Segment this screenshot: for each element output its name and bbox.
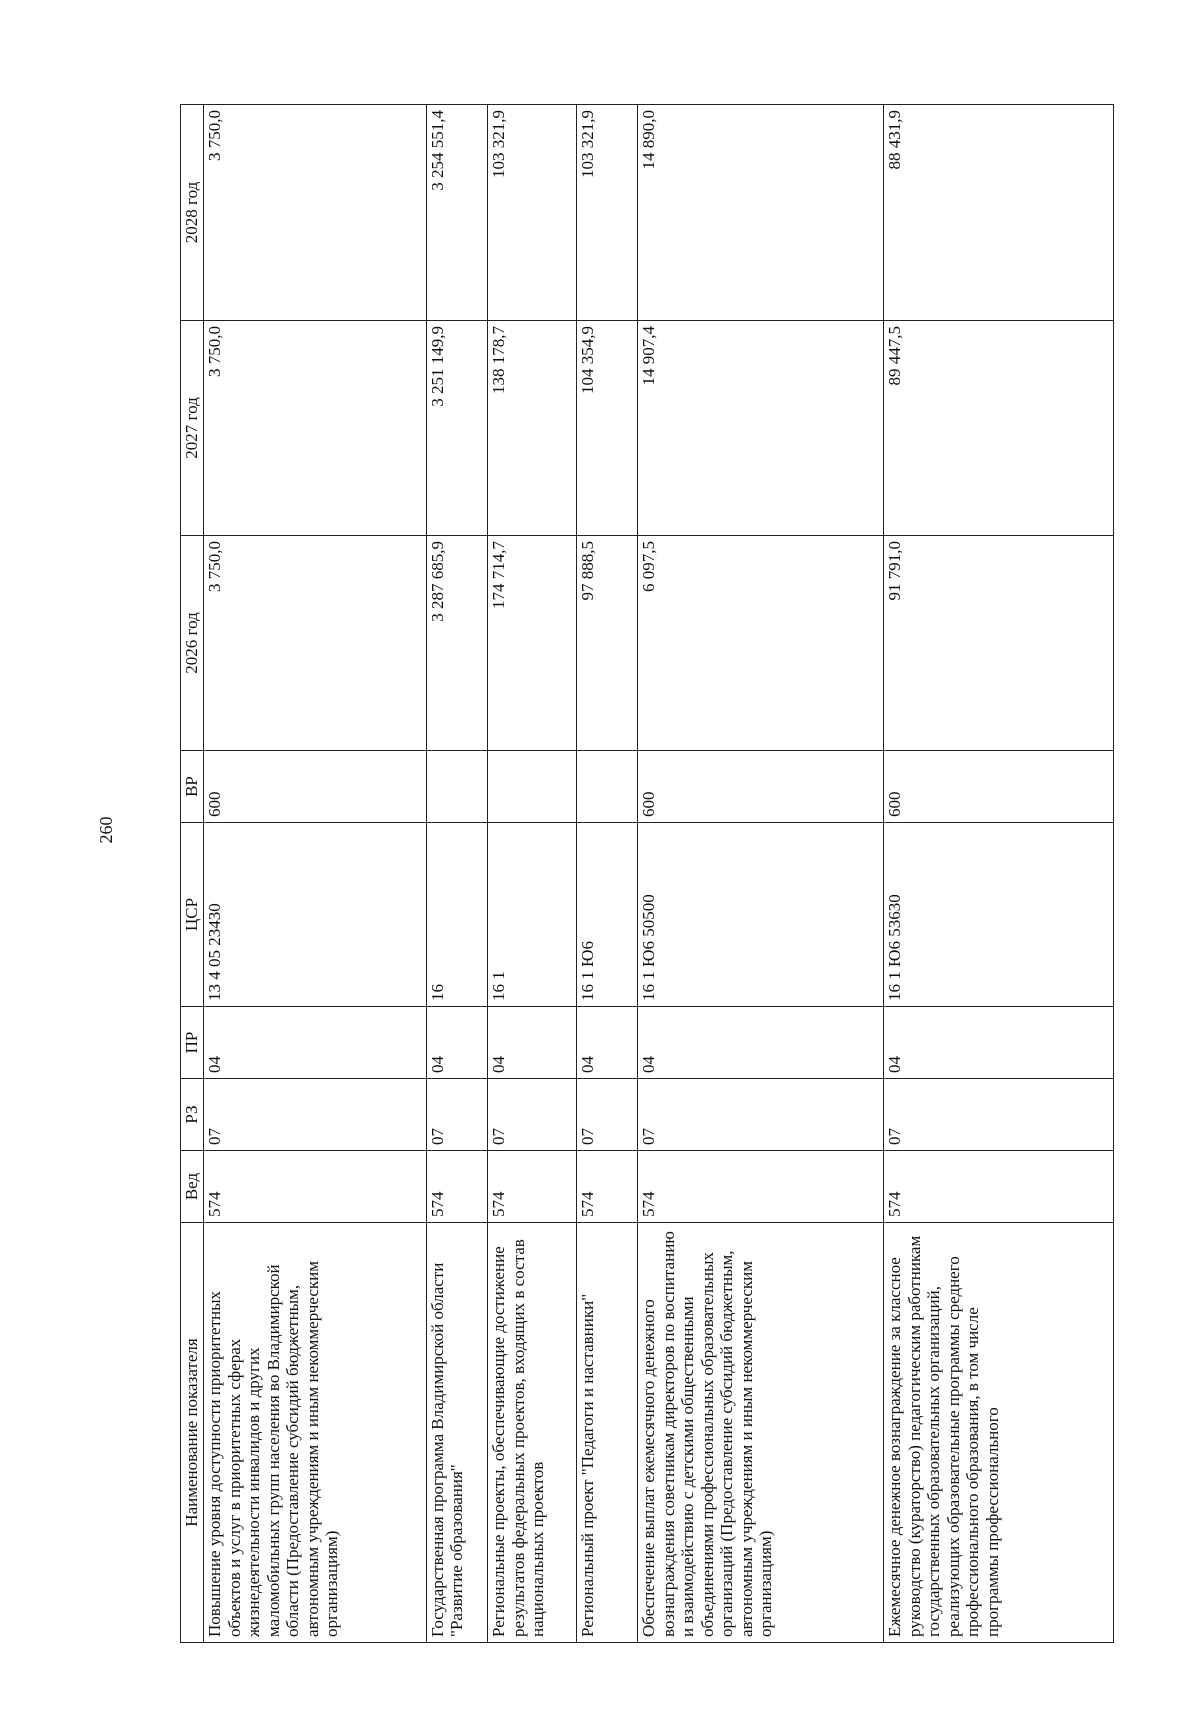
table-row	[638, 105, 884, 1643]
cell-ved: 574	[204, 1151, 427, 1223]
cell-name: Региональные проекты, обеспечивающие достижение результатов федеральных проектов, входящих в состав национальных проектов	[488, 1223, 577, 1643]
header-2028: 2028 год	[181, 105, 204, 321]
table-row	[204, 105, 427, 1643]
cell-2026: 174 714,7	[488, 536, 577, 751]
cell-csr: 16 1	[488, 823, 577, 1007]
cell-2027: 104 354,9	[576, 321, 637, 536]
cell-rz: 07	[638, 1079, 884, 1151]
cell-name: Обеспечение выплат ежемесячного денежного вознаграждения советникам директоров по воспитанию и взаимодействию с детскими общественными объединениями профессиональных образовательных организаций (Предоставление субсидий бюджетным, автономным учреждениям и иным некоммерческим организациям)	[638, 1223, 884, 1643]
cell-2027: 89 447,5	[884, 321, 1114, 536]
cell-vr	[426, 751, 487, 823]
cell-rz: 07	[204, 1079, 427, 1151]
cell-2026: 97 888,5	[576, 536, 637, 751]
cell-rz: 07	[884, 1079, 1114, 1151]
cell-2028: 14 890,0	[638, 105, 884, 321]
header-row	[181, 105, 204, 1643]
cell-rz: 07	[426, 1079, 487, 1151]
cell-2028: 103 321,9	[576, 105, 637, 321]
cell-2027: 3 251 149,9	[426, 321, 487, 536]
cell-pr: 04	[204, 1007, 427, 1079]
cell-csr: 16	[426, 823, 487, 1007]
cell-ved: 574	[426, 1151, 487, 1223]
cell-name: Государственная программа Владимирской области "Развитие образования"	[426, 1223, 487, 1643]
cell-pr: 04	[638, 1007, 884, 1079]
cell-name: Ежемесячное денежное вознаграждение за классное руководство (кураторство) педагогическим работникам государственных образовательных организаций, реализующих образовательные программы среднего профессионального образования, в том числе программы профессионального	[884, 1223, 1114, 1643]
cell-2028: 88 431,9	[884, 105, 1114, 321]
header-name: Наименование показателя	[181, 1223, 204, 1643]
cell-csr: 16 1 Ю6 50500	[638, 823, 884, 1007]
cell-vr: 600	[638, 751, 884, 823]
table-row	[488, 105, 577, 1643]
cell-2028: 3 254 551,4	[426, 105, 487, 321]
table-row	[576, 105, 637, 1643]
header-vr: ВР	[181, 751, 204, 823]
cell-csr: 16 1 Ю6	[576, 823, 637, 1007]
cell-pr: 04	[488, 1007, 577, 1079]
budget-sheet	[180, 105, 1114, 1643]
cell-vr: 600	[204, 751, 427, 823]
cell-csr: 16 1 Ю6 53630	[884, 823, 1114, 1007]
budget-table	[180, 104, 1114, 1643]
cell-2028: 103 321,9	[488, 105, 577, 321]
cell-csr: 13 4 05 23430	[204, 823, 427, 1007]
cell-rz: 07	[488, 1079, 577, 1151]
table-row	[426, 105, 487, 1643]
cell-name: Повышение уровня доступности приоритетных объектов и услуг в приоритетных сферах жизнедеятельности инвалидов и других маломобильных групп населения во Владимирской области (Предоставление субсидий бюджетным, автономным учреждениям и иным некоммерческим организациям)	[204, 1223, 427, 1643]
cell-2028: 3 750,0	[204, 105, 427, 321]
cell-2026: 3 750,0	[204, 536, 427, 751]
cell-pr: 04	[576, 1007, 637, 1079]
header-2026: 2026 год	[181, 536, 204, 751]
cell-vr: 600	[884, 751, 1114, 823]
cell-2027: 138 178,7	[488, 321, 577, 536]
cell-ved: 574	[884, 1151, 1114, 1223]
cell-rz: 07	[576, 1079, 637, 1151]
cell-ved: 574	[488, 1151, 577, 1223]
cell-pr: 04	[426, 1007, 487, 1079]
header-pr: ПР	[181, 1007, 204, 1079]
cell-pr: 04	[884, 1007, 1114, 1079]
cell-vr	[576, 751, 637, 823]
table-row	[884, 105, 1114, 1643]
cell-vr	[488, 751, 577, 823]
cell-2027: 3 750,0	[204, 321, 427, 536]
page-number: 260	[96, 816, 116, 844]
cell-2026: 3 287 685,9	[426, 536, 487, 751]
cell-2026: 91 791,0	[884, 536, 1114, 751]
cell-ved: 574	[638, 1151, 884, 1223]
cell-2026: 6 097,5	[638, 536, 884, 751]
header-ved: Вед	[181, 1151, 204, 1223]
cell-ved: 574	[576, 1151, 637, 1223]
header-rz: РЗ	[181, 1079, 204, 1151]
header-2027: 2027 год	[181, 321, 204, 536]
header-csr: ЦСР	[181, 823, 204, 1007]
cell-2027: 14 907,4	[638, 321, 884, 536]
cell-name: Региональный проект "Педагоги и наставники"	[576, 1223, 637, 1643]
